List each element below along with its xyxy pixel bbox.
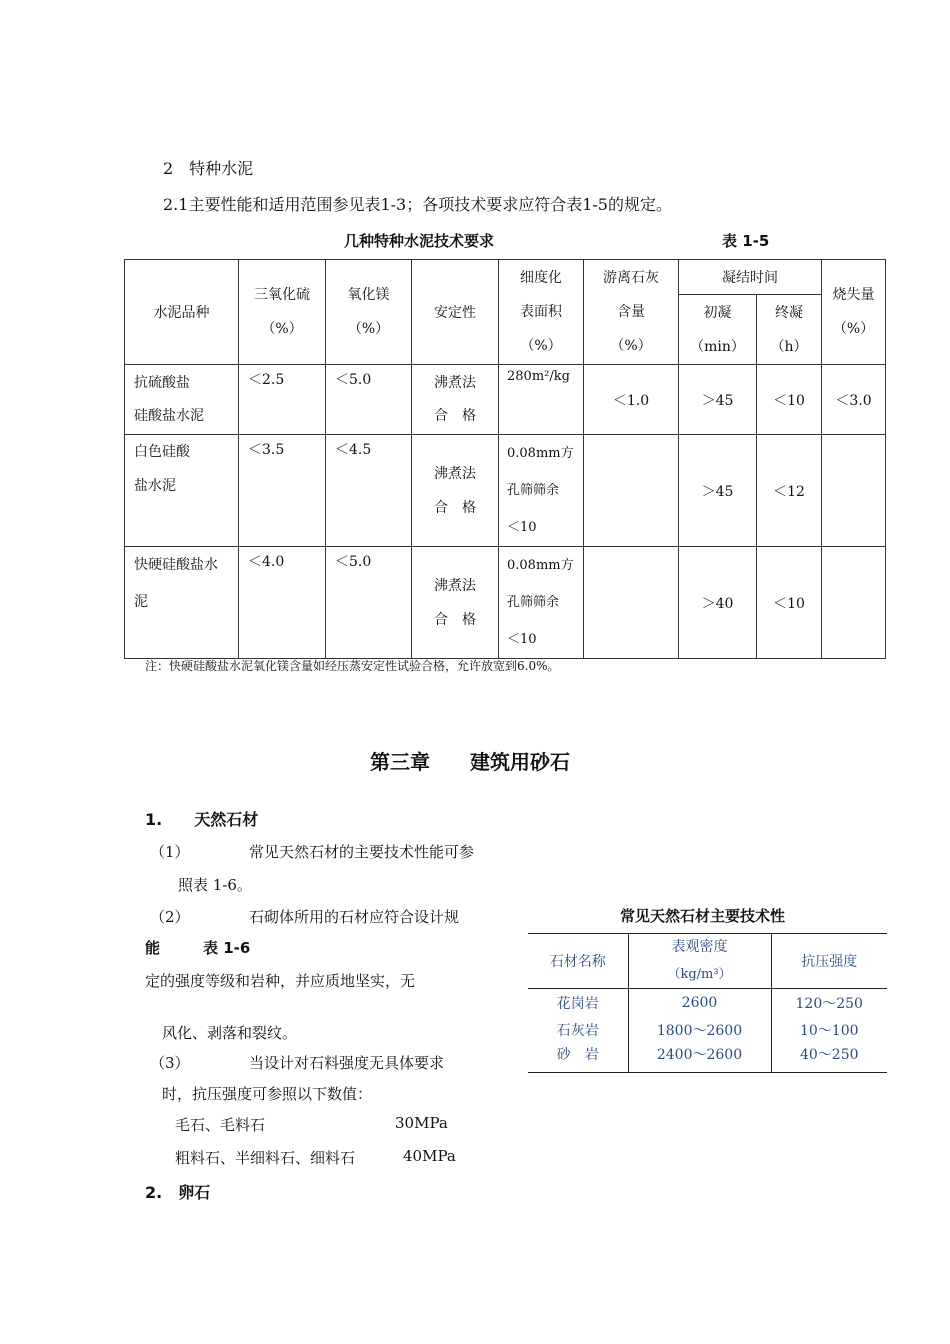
table-number: 表 1-6 — [203, 939, 251, 957]
item-continuation: 定的强度等级和岩种，并应质地坚实，无 — [145, 972, 416, 990]
cell-kind: 白色硅酸 盐水泥 — [125, 435, 239, 547]
table-row — [528, 1017, 887, 1044]
item-label: （2） — [150, 908, 190, 926]
cell-fineness: 0.08mm方 孔筛筛余 ＜10 — [499, 435, 584, 547]
cell-kind: 抗硫酸盐 硅酸盐水泥 — [125, 365, 239, 435]
cell-loss — [822, 435, 886, 547]
cell-density: 2400～2600 — [628, 1044, 771, 1073]
item-continuation: 时，抗压强度可参照以下数值： — [162, 1085, 373, 1103]
header-stone-name: 石材名称 — [549, 954, 606, 970]
cell-strength: 10～100 — [799, 1023, 859, 1039]
table-row — [125, 365, 886, 435]
header-setting-time: 凝结时间 — [679, 260, 822, 295]
table-title: 常见天然石材主要技术性 — [620, 907, 786, 925]
table-number: 表 1-5 — [722, 232, 770, 250]
header-stability: 安定性 — [412, 260, 499, 365]
cell-mgo: ＜4.5 — [326, 435, 412, 547]
cell-stone-name: 石灰岩 — [556, 1023, 599, 1039]
cell-fineness: 280m²/kg — [499, 365, 584, 435]
subsection-heading: 2. 卵石 — [145, 1183, 211, 1202]
cell-fineness: 0.08mm方 孔筛筛余 ＜10 — [499, 547, 584, 659]
cell-initial-set: ＞45 — [679, 435, 757, 547]
cell-so3: ＜3.5 — [239, 435, 326, 547]
item-text: 当设计对石料强度无具体要求 — [249, 1054, 445, 1072]
item-continuation: 风化、剥落和裂纹。 — [162, 1024, 298, 1042]
item-continuation: 能 — [145, 939, 161, 957]
table-title: 几种特种水泥技术要求 — [344, 232, 495, 250]
header-kind: 水泥品种 — [125, 260, 239, 365]
header-strength: 抗压强度 — [801, 954, 858, 970]
cell-so3: ＜2.5 — [239, 365, 326, 435]
cell-density: 2600 — [628, 989, 771, 1017]
cell-free-lime: ＜1.0 — [584, 365, 679, 435]
item-continuation: 照表 1-6。 — [178, 876, 252, 894]
item-label: （3） — [150, 1054, 190, 1072]
cell-free-lime — [584, 435, 679, 547]
cell-mgo: ＜5.0 — [326, 365, 412, 435]
subsection-heading: 1. 天然石材 — [145, 810, 259, 829]
value-amount: 40MPa — [403, 1147, 456, 1165]
value-name: 粗料石、半细料石、细料石 — [175, 1149, 356, 1167]
header-free-lime: 游离石灰 含量 （%） — [584, 260, 679, 365]
cell-free-lime — [584, 547, 679, 659]
cement-spec-table — [124, 259, 886, 659]
cell-stone-name: 砂 岩 — [556, 1046, 599, 1063]
cell-density: 1800～2600 — [628, 1017, 771, 1044]
cell-initial-set: ＞40 — [679, 547, 757, 659]
header-mgo: 氧化镁 （%） — [326, 260, 412, 365]
table-note: 注：快硬硅酸盐水泥氧化镁含量如经压蒸安定性试验合格，允许放宽到6.0%。 — [145, 659, 560, 673]
cell-stone-name: 花岗岩 — [556, 995, 599, 1012]
table-row — [125, 435, 886, 547]
chapter-title: 第三章 建筑用砂石 — [370, 750, 570, 774]
cell-loss — [822, 547, 886, 659]
header-initial-set: 初凝 （min） — [679, 295, 757, 365]
item-text: 石砌体所用的石材应符合设计规 — [249, 908, 460, 926]
cell-strength: 120～250 — [795, 995, 863, 1012]
section-paragraph: 2.1主要性能和适用范围参见表1-3；各项技术要求应符合表1-5的规定。 — [163, 195, 672, 214]
section-heading: 2 特种水泥 — [163, 159, 254, 178]
item-text: 常见天然石材的主要技术性能可参 — [249, 843, 475, 861]
table-row — [125, 547, 886, 659]
header-loss: 烧失量 （%） — [822, 260, 886, 365]
table-row — [528, 989, 887, 1017]
header-final-set: 终凝 （h） — [757, 295, 822, 365]
cell-stability: 沸煮法 合 格 — [412, 435, 499, 547]
cell-stability: 沸煮法 合 格 — [412, 547, 499, 659]
stone-properties-table — [528, 933, 887, 1073]
value-name: 毛石、毛料石 — [175, 1116, 266, 1134]
cell-final-set: ＜10 — [757, 547, 822, 659]
table-row — [528, 1044, 887, 1073]
cell-initial-set: ＞45 — [679, 365, 757, 435]
cell-mgo: ＜5.0 — [326, 547, 412, 659]
item-label: （1） — [150, 843, 190, 861]
cell-final-set: ＜12 — [757, 435, 822, 547]
cell-loss: ＜3.0 — [822, 365, 886, 435]
cell-kind: 快硬硅酸盐水 泥 — [125, 547, 239, 659]
header-density: 表观密度 （kg/m³） — [628, 934, 771, 989]
cell-strength: 40～250 — [799, 1046, 859, 1063]
header-fineness: 细度化 表面积 （%） — [499, 260, 584, 365]
cell-final-set: ＜10 — [757, 365, 822, 435]
cell-stability: 沸煮法 合 格 — [412, 365, 499, 435]
cell-so3: ＜4.0 — [239, 547, 326, 659]
value-amount: 30MPa — [395, 1114, 448, 1132]
header-so3: 三氧化硫 （%） — [239, 260, 326, 365]
